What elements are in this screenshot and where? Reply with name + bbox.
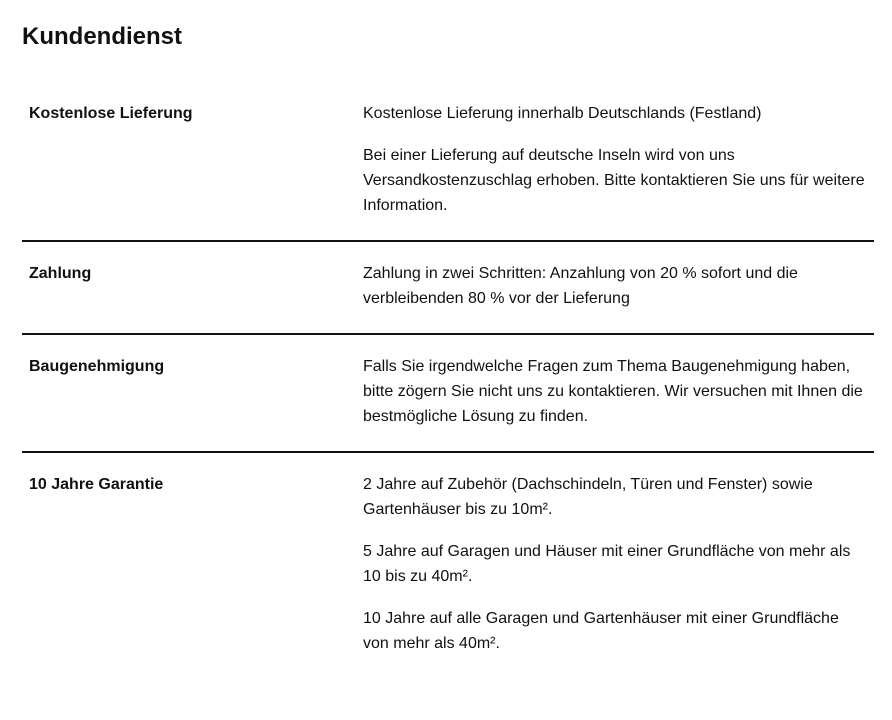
row-label: Zahlung (29, 265, 92, 282)
service-row-warranty (22, 453, 874, 678)
row-content (363, 472, 874, 656)
row-paragraph: Falls Sie irgendwelche Fragen zum Thema Baugenehmigung haben, bitte zögern Sie nicht uns zu kontaktieren. Wir versuchen mit Ihnen die bestmögliche Lösung zu finden. (363, 358, 863, 425)
row-label: Baugenehmigung (29, 358, 165, 375)
service-row-free-delivery (22, 82, 874, 242)
service-row-building-permit (22, 335, 874, 453)
row-content (363, 101, 874, 218)
row-paragraph: Zahlung in zwei Schritten: Anzahlung von 20 % sofort und die verbleibenden 80 % vor der Lieferung (363, 265, 798, 307)
row-paragraph: Bei einer Lieferung auf deutsche Inseln wird von uns Versandkostenzuschlag erhoben. Bitte kontaktieren Sie uns für weitere Information. (363, 147, 865, 214)
service-row-payment (22, 242, 874, 335)
row-content (363, 261, 874, 311)
row-content (363, 354, 874, 429)
row-paragraph: 10 Jahre auf alle Garagen und Gartenhäuser mit einer Grundfläche von mehr als 40m². (363, 610, 839, 652)
row-label: 10 Jahre Garantie (29, 476, 164, 493)
service-info-list (22, 82, 874, 678)
row-label: Kostenlose Lieferung (29, 105, 193, 122)
row-paragraph: 2 Jahre auf Zubehör (Dachschindeln, Türen und Fenster) sowie Gartenhäuser bis zu 10m². (363, 476, 813, 518)
row-paragraph: 5 Jahre auf Garagen und Häuser mit einer Grundfläche von mehr als 10 bis zu 40m². (363, 543, 851, 585)
page-title: Kundendienst (22, 23, 182, 50)
row-paragraph: Kostenlose Lieferung innerhalb Deutschlands (Festland) (363, 105, 762, 122)
